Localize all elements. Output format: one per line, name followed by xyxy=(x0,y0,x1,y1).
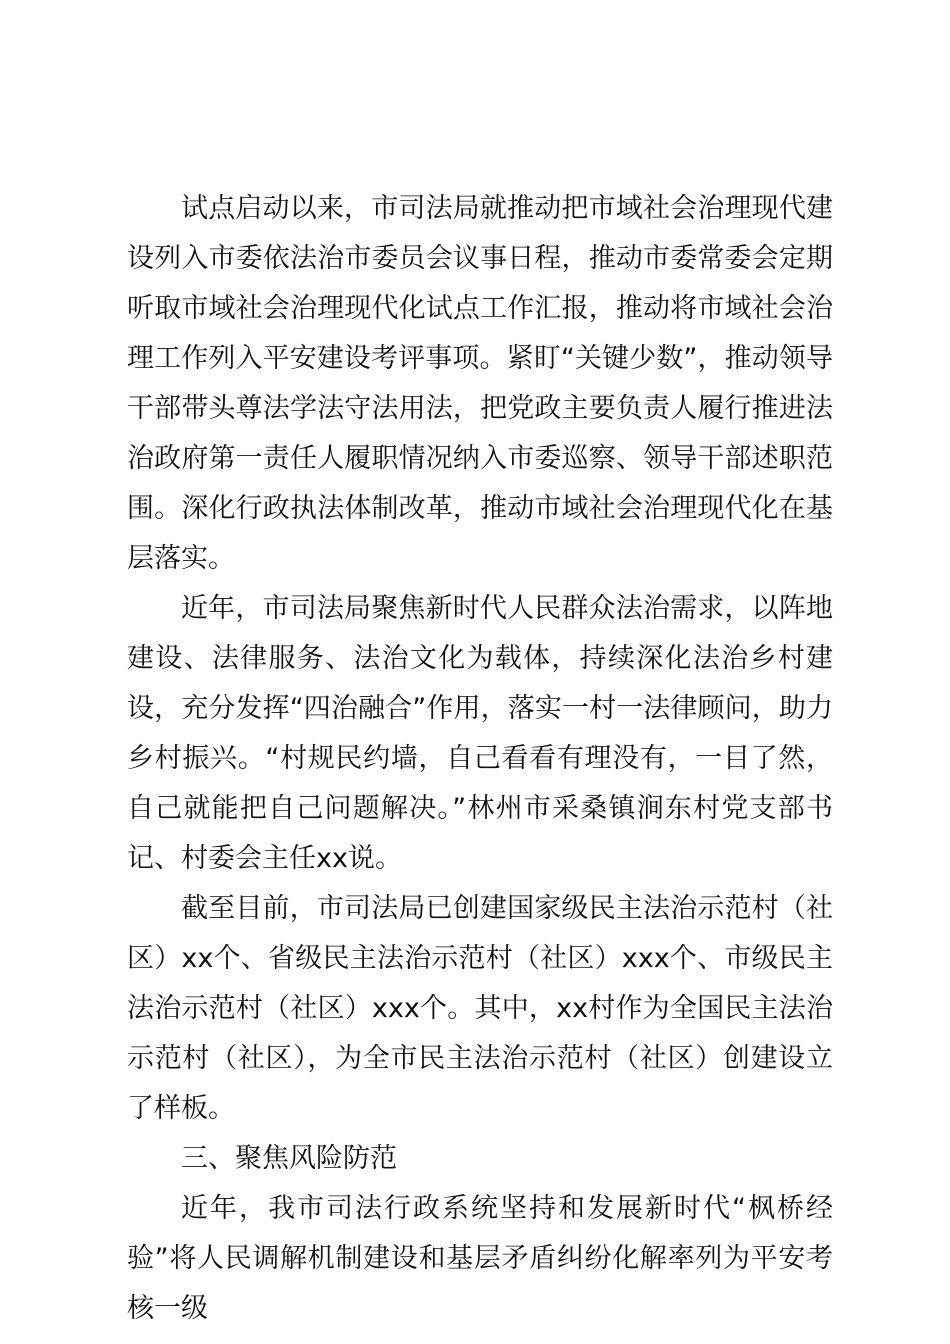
document-page xyxy=(127,184,833,1334)
paragraph-pilot-launch: 试点启动以来，市司法局就推动把市域社会治理现代建设列入市委依法治市委员会议事日程，推动市委常委会定期听取市域社会治理现代化试点工作汇报，推动将市域社会治理工作列入平安建设考评事项。紧盯“关键少数”，推动领导干部带头尊法学法守法用法，把党政主要负责人履行推进法治政府第一责任人履职情况纳入市委巡察、领导干部述职范围。深化行政执法体制改革，推动市域社会治理现代化在基层落实。 xyxy=(127,193,833,574)
paragraph-rural-rule-of-law: 近年，市司法局聚焦新时代人民群众法治需求，以阵地建设、法律服务、法治文化为载体，持续深化法治乡村建设，充分发挥“四治融合”作用，落实一村一法律顾问，助力乡村振兴。“村规民约墙，自己看看有理没有，一目了然，自己就能把自己问题解决。”林州市采桑镇涧东村党支部书记、村委会主任xx说。 xyxy=(127,593,833,874)
paragraph-demonstration-villages: 截至目前，市司法局已创建国家级民主法治示范村（社区）xx个、省级民主法治示范村（社区）xxx个、市级民主法治示范村（社区）xxx个。其中，xx村作为全国民主法治示范村（社区），为全市民主法治示范村（社区）创建设立了样板。 xyxy=(127,893,833,1124)
section-heading-risk-prevention: 三、聚焦风险防范 xyxy=(181,1143,397,1174)
paragraph-fengqiao-experience: 近年，我市司法行政系统坚持和发展新时代“枫桥经验”将人民调解机制建设和基层矛盾纠纷化解率列为平安考核一级 xyxy=(127,1193,833,1324)
